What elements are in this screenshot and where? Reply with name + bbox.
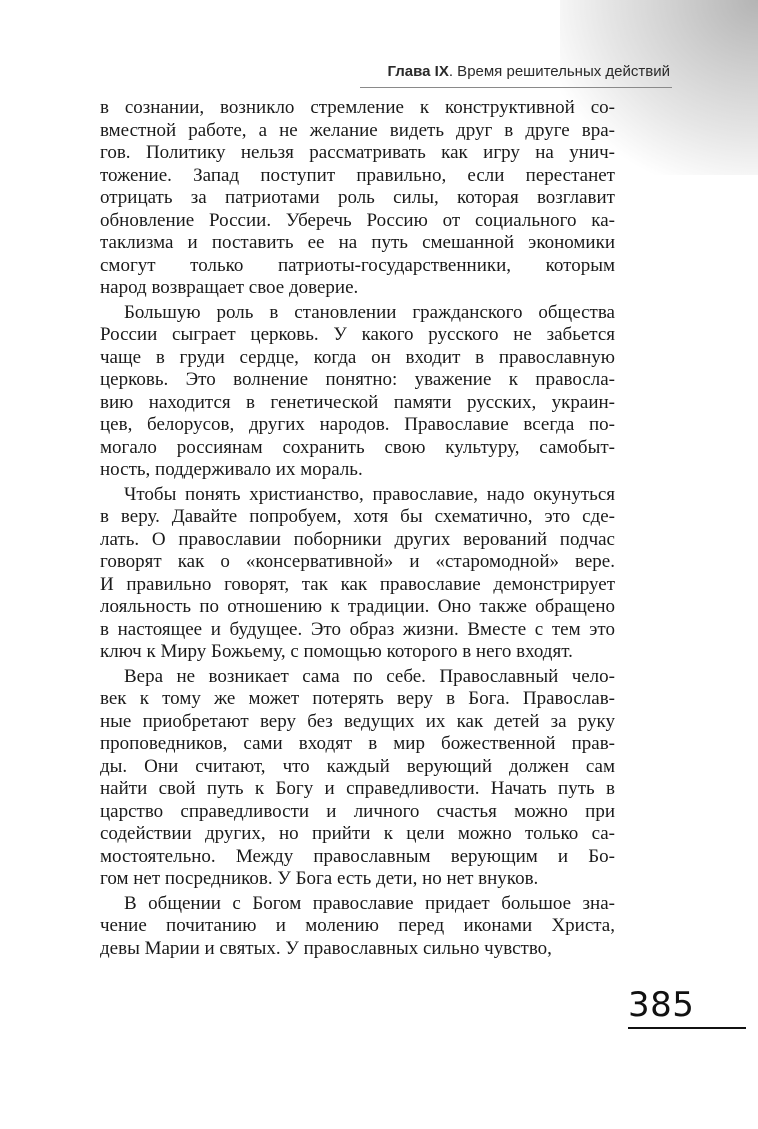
text-line: В общении с Богом православие придает большое зна- <box>124 892 615 914</box>
text-line: гов. Политику нельзя рассматривать как игру на унич- <box>100 142 615 163</box>
text-line: ность, поддерживало их мораль. <box>100 459 363 480</box>
chapter-label: Глава IX <box>387 63 449 80</box>
text-line: России сыграет церковь. У какого русского не забьется <box>100 324 615 345</box>
text-line: Большую роль в становлении гражданского общества <box>124 301 615 323</box>
header-rule <box>360 87 672 88</box>
text-line: Вера не возникает сама по себе. Православный чело- <box>124 665 615 687</box>
text-line: в сознании, возникло стремление к конструктивной со- <box>100 97 615 118</box>
text-line: в настоящее и будущее. Это образ жизни. Вместе с тем это <box>100 618 615 640</box>
text-line: обновление России. Уберечь Россию от социального ка- <box>100 209 615 231</box>
paragraph <box>100 97 615 300</box>
text-line: Чтобы понять христианство, православие, надо окунуться <box>124 483 615 505</box>
page-number: 385 <box>628 985 695 1025</box>
chapter-title: Время решительных действий <box>453 63 670 80</box>
running-head <box>356 63 670 80</box>
text-line: таклизма и поставить ее на путь смешанной экономики <box>100 232 615 253</box>
text-line: содействии других, но прийти к цели можно только са- <box>100 823 615 844</box>
text-line: отрицать за патриотами роль силы, которая возглавит <box>100 187 615 208</box>
text-line: мостоятельно. Между православным верующим и Бо- <box>100 845 615 867</box>
chapter-separator: . <box>448 63 454 80</box>
text-line: цев, белорусов, других народов. Православие всегда по- <box>100 414 615 435</box>
text-line: проповедников, сами входят в мир божественной прав- <box>100 733 615 754</box>
text-line: церковь. Это волнение понятно: уважение к правосла- <box>100 369 615 390</box>
text-line: чаще в груди сердце, когда он входит в православную <box>100 346 615 368</box>
page-number-rule <box>628 1027 746 1029</box>
text-line: лать. О православии поборники других верований подчас <box>100 528 615 550</box>
text-line: в веру. Давайте попробуем, хотя бы схематично, это сде- <box>100 506 615 527</box>
text-line: могало россиянам сохранить свою культуру, самобыт- <box>100 436 615 458</box>
text-line: чение почитанию и молению перед иконами Христа, <box>100 915 615 936</box>
text-line: вию находится в генетической памяти русских, украин- <box>100 391 615 413</box>
paragraph <box>100 302 615 482</box>
text-line: говорят как о «консервативной» и «старомодной» вере. <box>100 551 615 572</box>
text-line: век к тому же может потерять веру в Бога. Православ- <box>100 688 615 709</box>
text-line: народ возвращает свое доверие. <box>100 277 359 298</box>
text-line: тожение. Запад поступит правильно, если перестанет <box>100 164 615 186</box>
paragraph <box>100 666 615 891</box>
text-line: лояльность по отношению к традиции. Оно также обращено <box>100 596 615 617</box>
text-line: девы Марии и святых. У православных сильно чувство, <box>100 937 552 959</box>
body-text <box>100 97 615 960</box>
text-line: И правильно говорят, так как православие демонстрирует <box>100 573 615 595</box>
paragraph <box>100 893 615 961</box>
text-line: найти свой путь к Богу и справедливости. Начать путь в <box>100 778 615 799</box>
text-line: ды. Они считают, что каждый верующий должен сам <box>100 755 615 777</box>
paragraph <box>100 484 615 664</box>
text-line: ключ к Миру Божьему, с помощью которого в него входят. <box>100 641 573 662</box>
text-line: гом нет посредников. У Бога есть дети, но нет внуков. <box>100 868 539 889</box>
text-line: ные приобретают веру без ведущих их как детей за руку <box>100 710 615 732</box>
text-line: царство справедливости и личного счастья можно при <box>100 800 615 822</box>
text-line: вместной работе, а не желание видеть друг в друге вра- <box>100 119 615 141</box>
text-line: смогут только патриоты-государственники, которым <box>100 254 615 276</box>
